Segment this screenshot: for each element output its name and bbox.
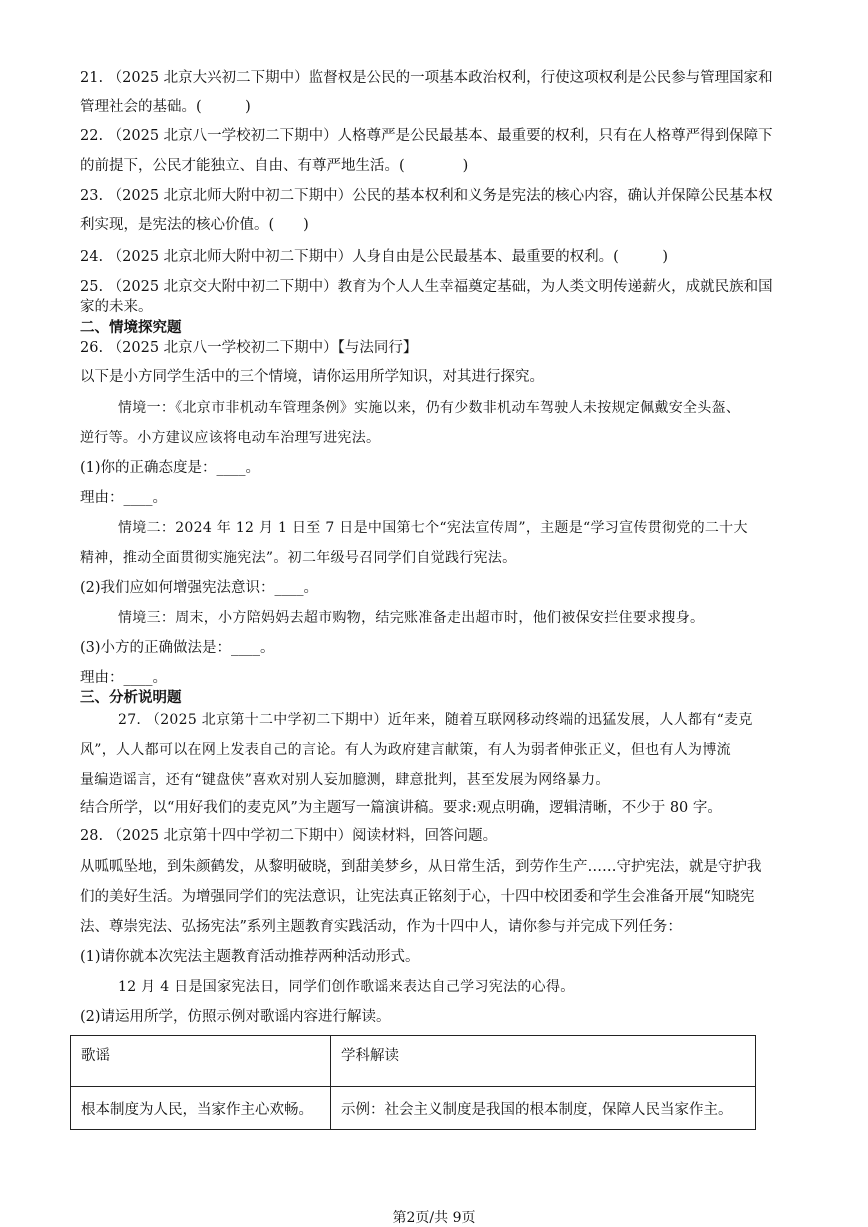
scenario-2-line-2: 精神，推动全面贯彻实施宪法”。初二年级号召同学们自觉践行宪法。 [80, 550, 517, 566]
table-header-interpretation: 学科解读 [331, 1036, 756, 1087]
section-heading-3: 三、分析说明题 [80, 690, 182, 706]
question-26-reason-1: 理由：____。 [80, 490, 167, 506]
table-header-row [71, 1036, 756, 1087]
ballad-interpretation-table [70, 1035, 756, 1130]
question-21-line-1: 21. （2025 北京大兴初二下期中）监督权是公民的一项基本政治权利，行使这项权利是公民参与管理国家和 [80, 70, 773, 86]
question-24-line: 24. （2025 北京北师大附中初二下期中）人身自由是公民最基本、最重要的权利。( ) [80, 249, 668, 265]
question-27-task: 结合所学，以“用好我们的麦克风”为主题写一篇演讲稿。要求:观点明确，逻辑清晰，不少于 80 字。 [80, 800, 722, 816]
question-25-line-1: 25. （2025 北京交大附中初二下期中）教育为个人人生幸福奠定基础，为人类文明传递薪火，成就民族和国 [80, 279, 773, 295]
question-28-material-1: 从呱呱坠地，到朱颜鹤发，从黎明破晓，到甜美梦乡，从日常生活，到劳作生产……守护宪法，就是守护我 [80, 859, 762, 875]
question-23-line-2: 利实现，是宪法的核心价值。( ) [80, 217, 309, 233]
question-25-line-2: 家的未来。 [80, 299, 153, 315]
table-row [71, 1087, 756, 1130]
question-26-title: 26. （2025 北京八一学校初二下期中）【与法同行】 [80, 340, 418, 356]
question-27-line-2: 风”，人人都可以在网上发表自己的言论。有人为政府建言献策，有人为弱者伸张正义，但也有人为博流 [80, 742, 731, 758]
table-cell-interpretation: 示例：社会主义制度是我国的根本制度，保障人民当家作主。 [331, 1087, 756, 1130]
question-26-part-3: (3)小方的正确做法是：____。 [80, 640, 275, 656]
question-26-intro: 以下是小方同学生活中的三个情境，请你运用所学知识，对其进行探究。 [80, 369, 544, 385]
question-21-line-2: 管理社会的基础。( ) [80, 99, 251, 115]
section-heading-2: 二、情境探究题 [80, 320, 182, 336]
table-header-ballad: 歌谣 [71, 1036, 331, 1087]
question-23-line-1: 23. （2025 北京北师大附中初二下期中）公民的基本权利和义务是宪法的核心内容，确认并保障公民基本权 [80, 188, 773, 204]
question-26-part-2: (2)我们应如何增强宪法意识：____。 [80, 580, 319, 596]
page-footer: 第2页/共 9页 [392, 1210, 476, 1226]
question-26-part-1: (1)你的正确态度是：____。 [80, 460, 261, 476]
question-27-line-3: 量编造谣言，还有“键盘侠”喜欢对别人妄加臆测，肆意批判，甚至发展为网络暴力。 [80, 772, 610, 788]
scenario-2-line-1: 情境二：2024 年 12 月 1 日至 7 日是中国第七个“宪法宣传周”，主题是“学习宣传贯彻党的二十大 [118, 520, 748, 536]
question-28-material-2: 们的美好生活。为增强同学们的宪法意识，让宪法真正铭刻于心，十四中校团委和学生会准备开展“知晓宪 [80, 889, 755, 905]
question-28-context: 12 月 4 日是国家宪法日，同学们创作歌谣来表达自己学习宪法的心得。 [118, 979, 575, 995]
question-28-part-2: (2)请运用所学，仿照示例对歌谣内容进行解读。 [80, 1009, 391, 1025]
question-22-line-2: 的前提下，公民才能独立、自由、有尊严地生活。( ) [80, 158, 469, 174]
question-22-line-1: 22. （2025 北京八一学校初二下期中）人格尊严是公民最基本、最重要的权利，只有在人格尊严得到保障下 [80, 128, 773, 144]
scenario-1-line-2: 逆行等。小方建议应该将电动车治理写进宪法。 [80, 430, 381, 446]
question-26-reason-3: 理由：____。 [80, 670, 167, 686]
question-28-part-1: (1)请你就本次宪法主题教育活动推荐两种活动形式。 [80, 949, 420, 965]
question-28-title: 28. （2025 北京第十四中学初二下期中）阅读材料，回答问题。 [80, 828, 498, 844]
question-27-line-1: 27. （2025 北京第十二中学初二下期中）近年来，随着互联网移动终端的迅猛发展，人人都有“麦克 [118, 712, 753, 728]
table-cell-ballad: 根本制度为人民，当家作主心欢畅。 [71, 1087, 331, 1130]
scenario-1-line-1: 情境一：《北京市非机动车管理条例》实施以来，仍有少数非机动车驾驶人未按规定佩戴安全头盔、 [118, 400, 741, 416]
scenario-3-line: 情境三：周末，小方陪妈妈去超市购物，结完账准备走出超市时，他们被保安拦住要求搜身。 [118, 610, 705, 626]
question-28-material-3: 法、尊崇宪法、弘扬宪法”系列主题教育实践活动，作为十四中人，请你参与并完成下列任务： [80, 919, 682, 935]
